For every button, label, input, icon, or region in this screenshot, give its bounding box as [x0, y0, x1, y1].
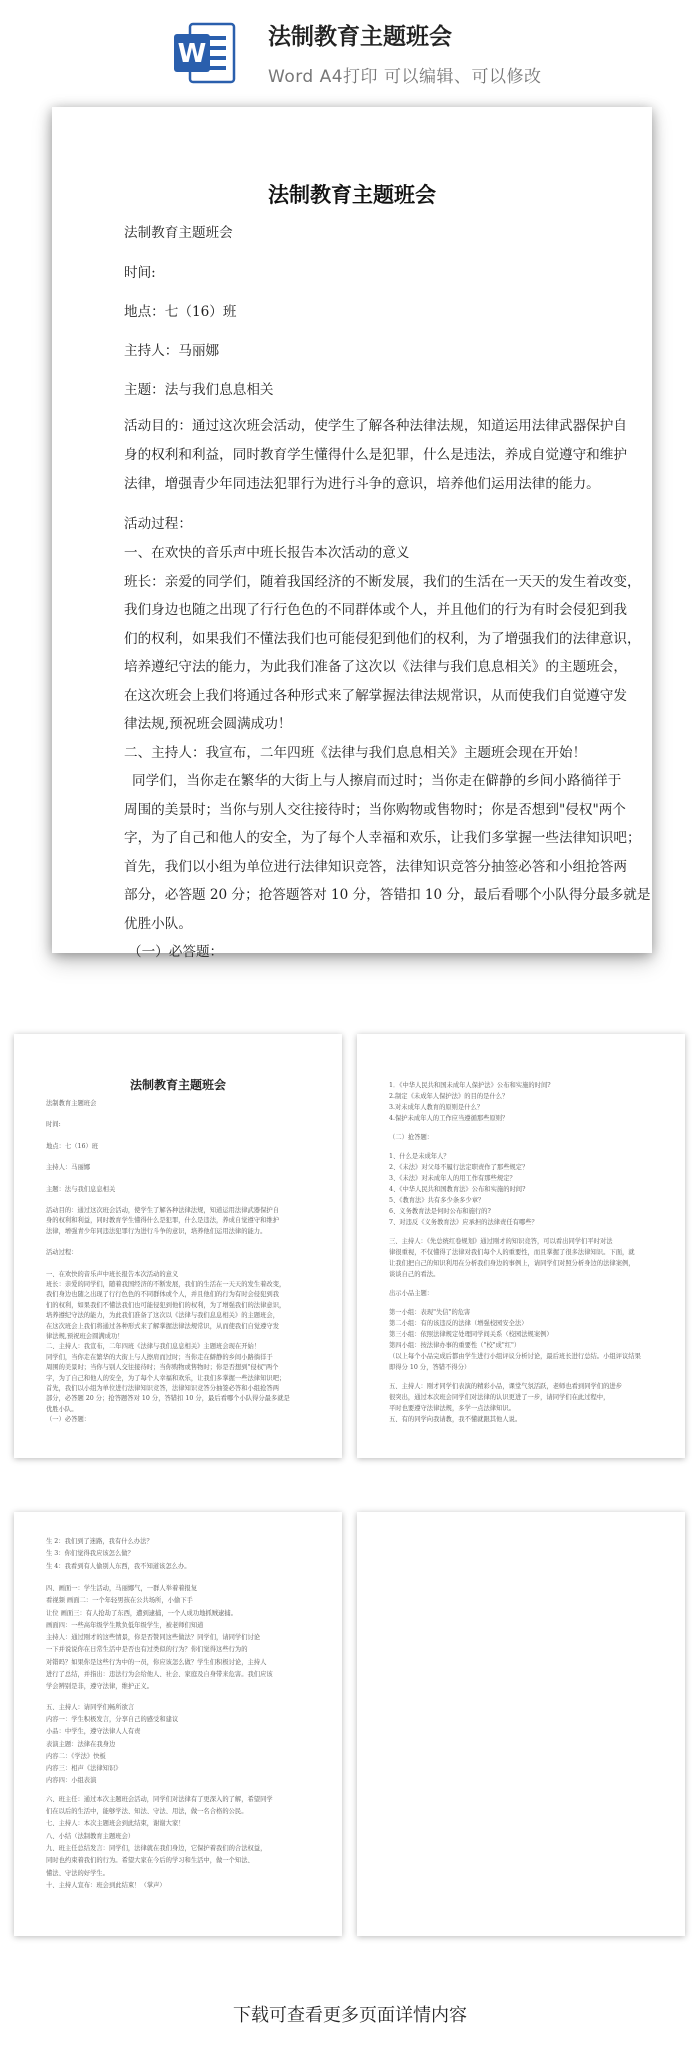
thumbnail-text-line: 五、有的同学向我请教，我不懂就跟其他人说。: [389, 1416, 522, 1423]
thumbnail-page-1[interactable]: [14, 1034, 342, 1458]
thumbnail-text-line: 法律，增强青少年同违法犯罪行为进行斗争的意识，培养他们运用法律的能力。: [46, 1227, 267, 1235]
thumbnail-text-line: 谈谈自己的看法。: [389, 1271, 440, 1278]
thumbnail-text-line: 字，为了自己和他人的安全，为了每个人幸福和欢乐，让我们多掌握一些法律知识吧；: [46, 1374, 286, 1382]
thumbnail-text-line: 2、《未法》对父母不履行法定职责作了那些规定？: [389, 1164, 529, 1171]
page-subtitle: Word A4打印 可以编辑、可以修改: [268, 67, 542, 87]
doc-text-line: 周围的美景时；当你与别人交往接待时；当你购物或售物时；你是否想到"侵权"两个: [124, 801, 626, 818]
thumbnail-text-line: 对错吗？如果你是这些行为中的一员，你应该怎么做？学生们积极讨论，主持人: [46, 1658, 267, 1666]
doc-text-line: 首先，我们以小组为单位进行法律知识竞答，法律知识竞答分抽签必答和小组抢答两: [124, 858, 627, 875]
thumbnail-text-line: 5、《教育法》共有多少条多少章？: [389, 1197, 485, 1204]
thumbnail-text-line: 主持人：通过刚才的这些情景，你是否赞同这些做法？同学们，请同学们讨论: [46, 1634, 261, 1642]
thumbnail-text-line: 第三小组：依照法律规定处理同学间关系（校园法规案例）: [389, 1331, 553, 1338]
thumbnail-text-line: 七、主持人：本次主题班会到此结束，谢谢大家！: [46, 1820, 185, 1828]
thumbnail-text-line: 们在以后的生活中，能够学法、知法、守法、用法，做一名合格的公民。: [46, 1808, 248, 1815]
thumbnail-text-line: 地点：七（16）班: [46, 1142, 99, 1150]
thumbnail-text-line: 2.制定《未成年人保护法》的目的是什么？: [389, 1093, 509, 1100]
thumbnail-text-line: 出示小品主题：: [389, 1290, 434, 1297]
thumbnail-text-line: 五、主持人：请同学们畅所欲言: [46, 1703, 135, 1711]
thumbnail-text-line: 二、主持人：我宣布，二年四班《法律与我们息息相关》主题班会现在开始！: [46, 1343, 261, 1351]
word-icon-letter: W: [177, 39, 207, 69]
thumbnail-text-line: 活动过程：: [46, 1249, 78, 1257]
thumbnail-text-line: 活动目的：通过这次班会活动，使学生了解各种法律法规，知道运用法律武器保护自: [46, 1207, 279, 1214]
thumbnail-text-line: 第一小组：表现"失信"的危害: [389, 1309, 471, 1316]
thumbnail-text-line: 生 4：我看到有人偷别人东西，我不知道该怎么办。: [46, 1562, 191, 1570]
doc-text-line: 一、在欢快的音乐声中班长报告本次活动的意义: [124, 545, 410, 561]
thumbnail-text-line: 进行了总结，并指出：违法行为会给他人、社会、家庭及自身带来危害。我们应该: [46, 1671, 273, 1678]
doc-location-line: 地点：七（16）班: [124, 304, 237, 320]
thumbnail-text-line: 第二小组：有的该违反的法律（增强校园安全法）: [389, 1320, 528, 1327]
thumbnail-text-line: 培养遵纪守法的能力，为此我们准备了这次以《法律与我们息息相关》的主题班会，: [46, 1312, 279, 1320]
thumbnail-text-line: 身的权利和利益，同时教育学生懂得什么是犯罪，什么是违法，养成自觉遵守和维护: [46, 1217, 279, 1225]
thumbnail-page-2[interactable]: [357, 1034, 685, 1458]
thumbnail-text-line: 第四小组：按法律办事的重要性（"校"成"红"）: [389, 1342, 521, 1349]
thumbnail-text-line: 3.对未成年人教育的原则是什么？: [389, 1104, 484, 1111]
thumbnail-text-line: （以上每个小品完成后都由学生进行小组评议分析讨论，最后班长进行总结。小组评议结果: [389, 1353, 641, 1360]
doc-text-line: 字，为了自己和他人的安全，为了每个人幸福和欢乐，让我们多掌握一些法律知识吧；: [124, 830, 641, 846]
thumbnail-text-line: 学会辨别是非，遵守法律，维护正义。: [46, 1683, 154, 1691]
doc-process-label: 活动过程：: [124, 516, 192, 532]
thumbnail-text-line: 时间:: [46, 1121, 61, 1129]
doc-text-line: 律法规,预祝班会圆满成功！: [124, 716, 292, 732]
thumbnail-text-line: 三、主持人：《先总统红卷规划》通过刚才的知识竞答，可以看出同学们平时对法: [389, 1238, 613, 1245]
doc-text-line: 同学们，当你走在繁华的大街上与人擦肩而过时；当你走在僻静的乡间小路徜徉于: [132, 773, 622, 789]
doc-body-paragraph: [124, 539, 651, 967]
thumbnail-text-line: 周围的美景时；当你与别人交往接待时；当你购物或售物时；你是否想到"侵权"两个: [46, 1364, 279, 1372]
thumbnail-text-line: 首先，我们以小组为单位进行法律知识竞答，法律知识竞答分抽签必答和小组抢答两: [46, 1385, 279, 1392]
document-preview-main: [52, 107, 652, 960]
doc-heading-line: 法制教育主题班会: [124, 225, 233, 241]
thumbnail-text-line: 懂法、守法的好学生。: [46, 1869, 109, 1877]
thumbnail-text-line: 让我们把自己的知识利用在分析我们身边的事例上，请同学们对照分析身边的法律案例，: [389, 1260, 635, 1267]
doc-text-line: 们的权利，如果我们不懂法我们也可能侵犯到他们的权利，为了增强我们的法律意识，: [124, 630, 641, 647]
thumbnail-text-line: 我们身边也随之出现了行行色色的不同群体或个人，并且他们的行为有时会侵犯到我: [46, 1291, 279, 1299]
thumbnail-text-line: 4、《中华人民共和国教育法》公布和实施的时间?: [389, 1186, 526, 1193]
footer-more-pages-text[interactable]: 下载可查看更多页面详情内容: [233, 2005, 467, 2026]
thumbnail-text-line: 画面四：一些高年级学生欺负低年级学生，被老师们知道: [46, 1621, 204, 1629]
document-title: 法制教育主题班会: [268, 182, 436, 207]
doc-purpose-paragraph: [124, 412, 627, 499]
thumbnail-text-line: 主持人：马丽娜: [46, 1164, 91, 1172]
thumbnail-text-line: 让位 画面三：有人抢劫了东西，遭到逮捕，一个人成功地抓贼逮捕。: [46, 1609, 237, 1617]
thumbnail-text-line: 一下并说说你在日常生活中是否也有过类似的行为？你们觉得这些行为的: [46, 1646, 248, 1654]
doc-text-line: 在这次班会上我们将通过各种形式来了解掌握法律法规常识，从而使我们自觉遵守发: [124, 687, 627, 704]
doc-text-line: 法律，增强青少年同违法犯罪行为进行斗争的意识，培养他们运用法律的能力。: [124, 476, 600, 492]
thumbnail-text-line: 内容三：相声《法律知识》: [46, 1765, 122, 1773]
thumbnail-text-line: （一）必答题：: [46, 1416, 91, 1424]
thumbnail-text-line: 内容四：小组表演: [46, 1777, 97, 1785]
thumbnail-text-line: 平时也要遵守法律法规，多学一点法律知识。: [389, 1405, 515, 1412]
thumbnail-text-line: （二）抢答题：: [389, 1134, 434, 1141]
doc-text-line: （一）必答题：: [128, 944, 224, 960]
thumbnail-text-line: 六、班主任：通过本次主题班会活动，同学们对法律有了更深入的了解，希望同学: [46, 1795, 273, 1803]
doc-text-line: 培养遵纪守法的能力，为此我们准备了这次以《法律与我们息息相关》的主题班会，: [124, 659, 627, 675]
thumbnail-text-line: 班长：亲爱的同学们，随着我国经济的不断发展，我们的生活在一天天的发生着改变，: [46, 1281, 286, 1288]
thumbnail-text-line: 1、什么是未成年人？: [389, 1153, 450, 1160]
thumbnail-text-line: 看视频 画面二：一个年轻男孩在公共场所，小偷下手: [46, 1597, 193, 1605]
thumbnail-text-line: 法制教育主题班会: [46, 1100, 97, 1107]
thumbnail-text-line: 四、画面一：学生活动，马丽娜气，一群人举着着报复: [46, 1584, 198, 1592]
thumbnail-page-4[interactable]: [357, 1512, 685, 1936]
doc-time-line: 时间:: [124, 265, 156, 281]
thumbnail-text-line: 五、主持人：刚才同学们表演的精彩小品，课堂气氛活跃，老师也看到同学们的进步: [389, 1383, 622, 1390]
thumbnail-text-line: 内容二：《学法》快板: [46, 1752, 106, 1760]
doc-text-line: 我们身边也随之出现了行行色色的不同群体或个人，并且他们的行为有时会侵犯到我: [124, 602, 627, 618]
doc-text-line: 部分，必答题 20 分；抢答题答对 10 分，答错扣 10 分，最后看哪个小队得分最多就是: [124, 887, 651, 903]
thumbnail-text-line: 生 3：你们觉得我应该怎么做？: [46, 1550, 134, 1558]
thumbnail-text-line: 内容一：学生积极发言，分享自己的感受和建议: [46, 1715, 179, 1723]
thumbnail-text-line: 律很重视，不仅懂得了法律对我们每个人的重要性，而且掌握了很多法律知识。下面，就: [389, 1249, 635, 1256]
thumbnail-title: 法制教育主题班会: [129, 1078, 226, 1092]
thumbnail-text-line: 表演主题：法律在我身边: [46, 1740, 116, 1748]
thumbnail-text-line: 九、班主任总结发言：同学们，法律就在我们身边，它保护着我们的合法权益，: [46, 1844, 267, 1852]
page-title: 法制教育主题班会: [268, 24, 452, 50]
thumbnail-text-line: 们的权利，如果我们不懂法我们也可能侵犯到他们的权利，为了增强我们的法律意识，: [46, 1301, 286, 1309]
thumbnail-text-line: 1．《中华人民共和国未成年人保护法》公布和实施的时间?: [389, 1082, 551, 1089]
thumbnail-text-line: 十、主持人宣布：班会到此结束！（掌声）: [46, 1881, 166, 1889]
doc-topic-line: 主题：法与我们息息相关: [124, 382, 274, 398]
thumbnail-text-line: 即得分 10 分，答错不得分）: [389, 1364, 471, 1371]
thumbnail-text-line: 八、小结（法制教育主题班会）: [46, 1832, 135, 1840]
thumbnail-text-line: 生 2：我们到了迷路，我有什么办法？: [46, 1538, 153, 1545]
thumbnail-text-line: 很突出，通过本次班会同学们对法律的认识更进了一步，请同学们在此过程中，: [389, 1394, 610, 1401]
thumbnail-page-3[interactable]: [14, 1512, 342, 1936]
doc-text-line: 二、主持人：我宣布，二年四班《法律与我们息息相关》主题班会现在开始！: [124, 744, 587, 761]
thumbnail-text-line: 一、在欢快的音乐声中班长报告本次活动的意义: [46, 1270, 179, 1278]
doc-text-line: 优胜小队。: [124, 915, 192, 932]
thumbnail-text-line: 小品：中学生，遵守法律人人有责: [46, 1728, 141, 1736]
doc-text-line: 班长：亲爱的同学们，随着我国经济的不断发展，我们的生活在一天天的发生着改变，: [124, 573, 641, 590]
thumbnail-text-line: 律法规,预祝班会圆满成功！: [46, 1333, 124, 1340]
word-document-icon: [172, 20, 238, 86]
thumbnail-text-line: 同学们，当你走在繁华的大街上与人擦肩而过时；当你走在僻静的乡间小路徜徉于: [46, 1353, 273, 1361]
thumbnail-text-line: 优胜小队。: [46, 1405, 78, 1413]
thumbnail-text-line: 6、义务教育法是何时公布和施行的?: [389, 1208, 491, 1215]
thumbnail-text-line: 7、对违反《义务教育法》应承担的法律责任有哪些？: [389, 1219, 538, 1226]
thumbnail-text-line: 同时也约束着我们的行为。希望大家在今后的学习和生活中，做一个知法、: [46, 1857, 254, 1865]
thumbnail-text-line: 4.保护未成年人的工作应当遵循那些原则？: [389, 1115, 509, 1122]
thumbnail-text-line: 部分，必答题 20 分；抢答题答对 10 分，答错扣 10 分，最后看哪个小队得分最多就是: [46, 1395, 290, 1403]
doc-host-line: 主持人：马丽娜: [124, 343, 220, 359]
doc-text-line: 活动目的：通过这次班会活动，使学生了解各种法律法规，知道运用法律武器保护自: [124, 418, 627, 434]
doc-text-line: 身的权利和利益，同时教育学生懂得什么是犯罪，什么是违法，养成自觉遵守和维护: [124, 447, 627, 463]
header: [0, 0, 700, 100]
thumbnail-text-line: 3、《未法》对未成年人的用工作有那些规定？: [389, 1175, 516, 1182]
thumbnail-text-line: 主题：法与我们息息相关: [46, 1185, 116, 1193]
thumbnail-text-line: 在这次班会上我们将通过各种形式来了解掌握法律法规常识，从而使我们自觉遵守发: [46, 1322, 279, 1330]
